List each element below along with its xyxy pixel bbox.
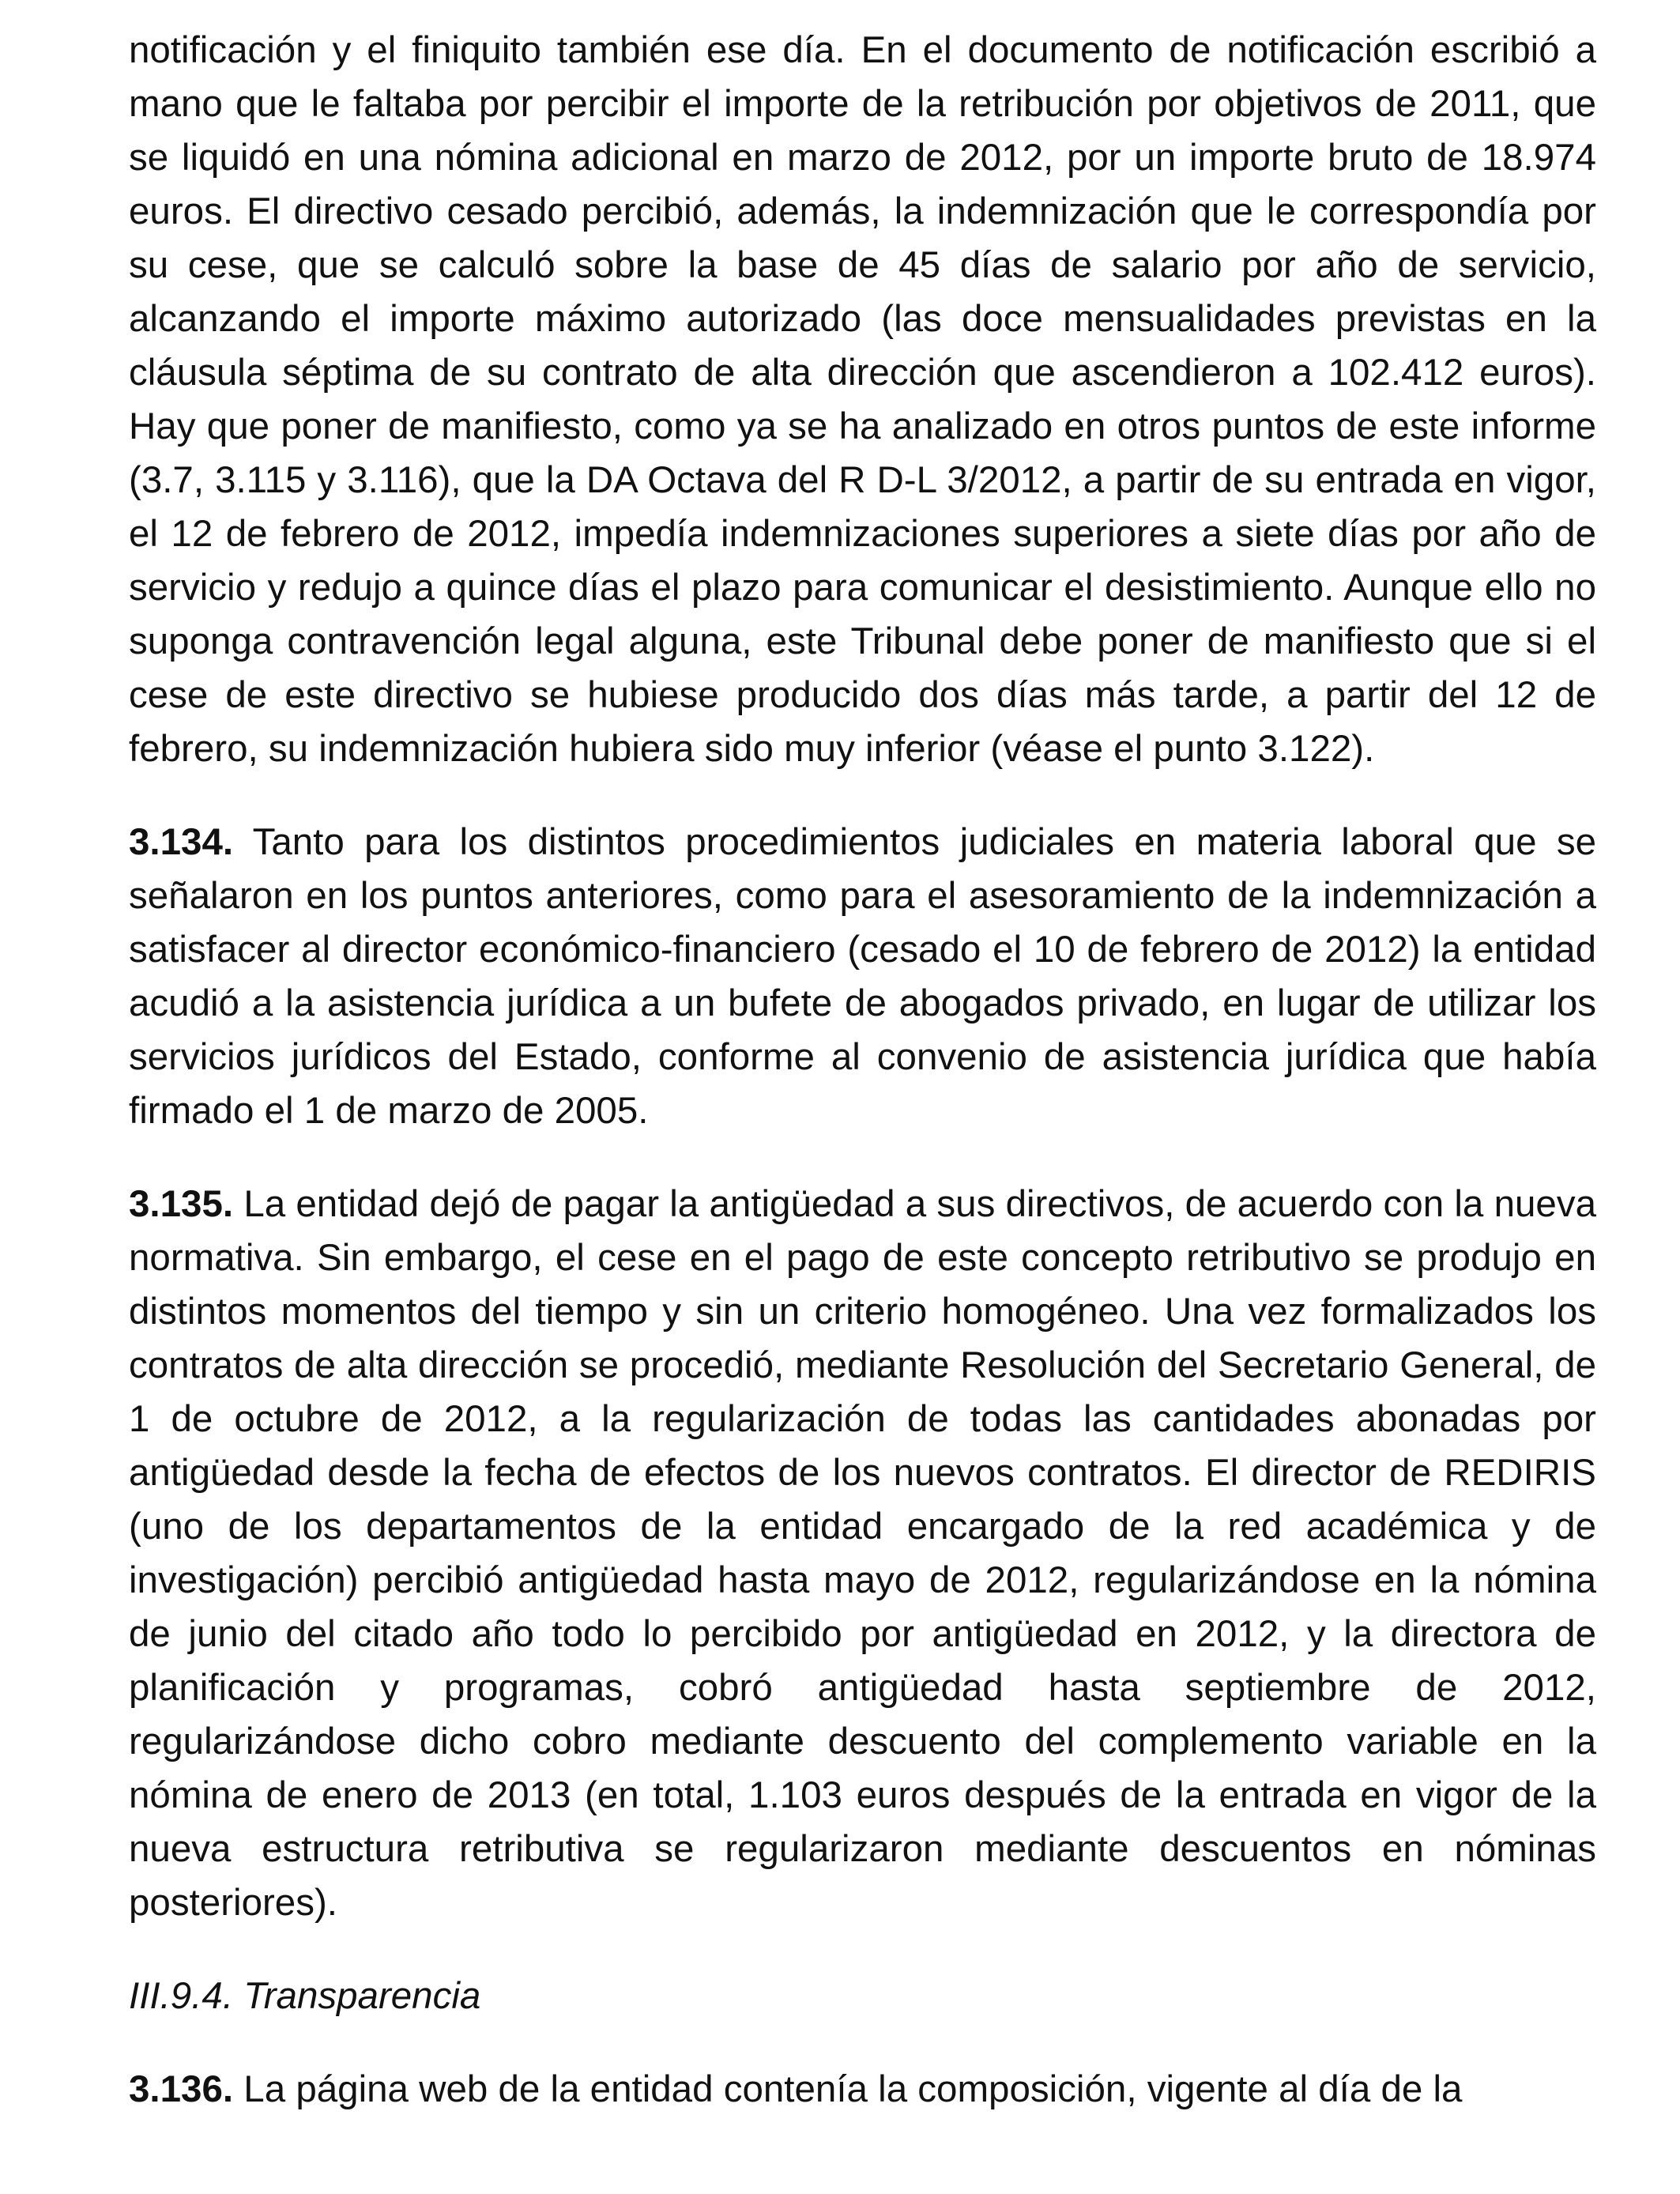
paragraph-continuation (129, 24, 1596, 776)
paragraph-text: La página web de la entidad contenía la composición, vigente al día de la (243, 2068, 1463, 2110)
paragraph-3-136 (129, 2063, 1596, 2117)
document-page (129, 24, 1596, 2117)
paragraph-number: 3.136. (129, 2068, 234, 2110)
section-heading: III.9.4. Transparencia (129, 1975, 481, 2017)
paragraph-number: 3.135. (129, 1183, 234, 1225)
paragraph-text: notificación y el finiquito también ese día. En el documento de notificación escribió a mano que le faltaba por percibir el importe de la retribución por objetivos de 2011, que se liquidó en una nómina adicional en marzo de 2012, por un importe bruto de 18.974 euros. El directivo cesado percibió, además, la indemnización que le correspondía por su cese, que se calculó sobre la base de 45 días de salario por año de servicio, alcanzando el importe máximo autorizado (las doce mensualidades previstas en la cláusula séptima de su contrato de alta dirección que ascendieron a 102.412 euros). Hay que poner de manifiesto, como ya se ha analizado en otros puntos de este informe (3.7, 3.115 y 3.116), que la DA Octava del R D-L 3/2012, a partir de su entrada en vigor, el 12 de febrero de 2012, impedía indemnizaciones superiores a siete días por año de servicio y redujo a quince días el plazo para comunicar el desistimiento. Aunque ello no suponga contravención legal alguna, este Tribunal debe poner de manifiesto que si el cese de este directivo se hubiese producido dos días más tarde, a partir del 12 de febrero, su indemnización hubiera sido muy inferior (véase el punto 3.122). (129, 29, 1596, 770)
paragraph-3-135 (129, 1178, 1596, 1930)
paragraph-3-134 (129, 816, 1596, 1138)
paragraph-number: 3.134. (129, 821, 234, 863)
paragraph-text: Tanto para los distintos procedimientos judiciales en materia laboral que se señalaron en los puntos anteriores, como para el asesoramiento de la indemnización a satisfacer al director económico-financiero (cesado el 10 de febrero de 2012) la entidad acudió a la asistencia jurídica a un bufete de abogados privado, en lugar de utilizar los servicios jurídicos del Estado, conforme al convenio de asistencia jurídica que había firmado el 1 de marzo de 2005. (129, 821, 1597, 1132)
paragraph-text: La entidad dejó de pagar la antigüedad a sus directivos, de acuerdo con la nueva normativa. Sin embargo, el cese en el pago de este concepto retributivo se produjo en distintos momentos del tiempo y sin un criterio homogéneo. Una vez formalizados los contratos de alta dirección se procedió, mediante Resolución del Secretario General, de 1 de octubre de 2012, a la regularización de todas las cantidades abonadas por antigüedad desde la fecha de efectos de los nuevos contratos. El director de REDIRIS (uno de los departamentos de la entidad encargado de la red académica y de investigación) percibió antigüedad hasta mayo de 2012, regularizándose en la nómina de junio del citado año todo lo percibido por antigüedad en 2012, y la directora de planificación y programas, cobró antigüedad hasta septiembre de 2012, regularizándose dicho cobro mediante descuento del complemento variable en la nómina de enero de 2013 (en total, 1.103 euros después de la entrada en vigor de la nueva estructura retributiva se regularizaron mediante descuentos en nóminas posteriores). (129, 1183, 1596, 1924)
